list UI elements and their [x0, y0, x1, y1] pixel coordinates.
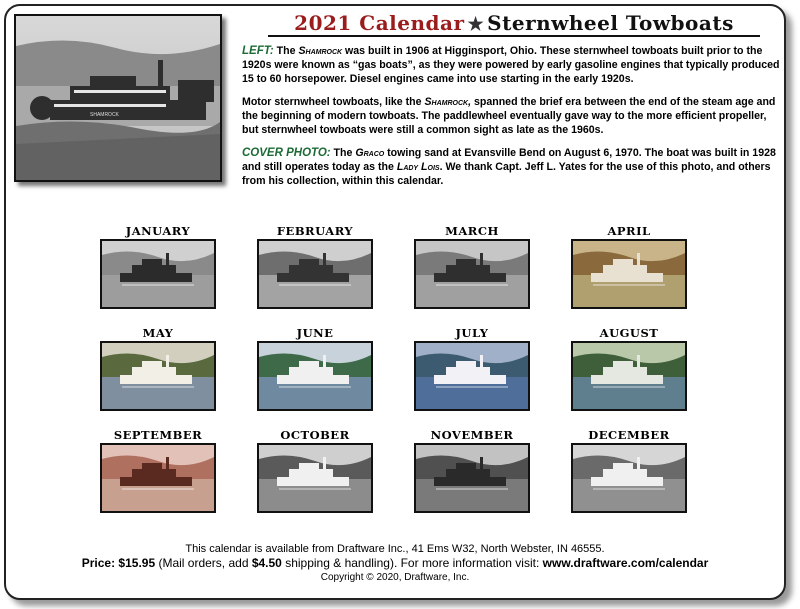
month-photo	[100, 341, 216, 411]
left-paragraph	[242, 44, 780, 86]
star-icon: ★	[467, 14, 485, 35]
month-label: JUNE	[296, 326, 334, 340]
month-label: JULY	[455, 326, 489, 340]
month-photo	[571, 239, 687, 309]
website-url[interactable]: www.draftware.com/calendar	[542, 556, 709, 570]
motor-boat: Shamrock,	[424, 96, 472, 108]
month-label: MARCH	[445, 224, 499, 238]
month-label: FEBRUARY	[276, 224, 354, 238]
month-label: JANUARY	[125, 224, 191, 238]
month-october	[257, 428, 373, 513]
calendar-card	[4, 4, 786, 600]
month-november	[414, 428, 530, 513]
month-february	[257, 224, 373, 309]
cover-lead: COVER PHOTO:	[242, 147, 331, 159]
month-photo	[571, 443, 687, 513]
cover-boat-2: Lady Lois	[396, 161, 440, 173]
cover-boat: Graco	[355, 147, 385, 159]
left-boat: Shamrock	[298, 45, 343, 57]
cover-text-2: towing sand at Evansville Bend on August 6, 1970. The boat was built in 1928 and still operates today as the	[242, 147, 776, 173]
left-text-1: The	[273, 45, 299, 57]
price: Price: $15.95	[81, 556, 156, 570]
month-label: APRIL	[607, 224, 651, 238]
availability-line: This calendar is available from Draftware Inc., 41 Ems W32, North Webster, IN 46555.	[185, 543, 605, 555]
month-august	[571, 326, 687, 411]
cover-paragraph	[242, 146, 780, 188]
shipping-price: $4.50	[251, 556, 282, 570]
month-april	[571, 224, 687, 309]
month-january	[100, 224, 216, 309]
month-december	[571, 428, 687, 513]
mail-text-2: shipping & handling). For more information visit:	[281, 556, 543, 570]
month-photo	[257, 443, 373, 513]
title-subject: Sternwheel Towboats	[487, 11, 734, 35]
price-line	[6, 556, 784, 571]
month-photo	[414, 239, 530, 309]
month-may	[100, 326, 216, 411]
copyright: Copyright © 2020, Draftware, Inc.	[320, 572, 470, 583]
month-photo	[257, 239, 373, 309]
motor-text-1: Motor sternwheel towboats, like the	[242, 96, 425, 108]
boat-name-label: SHAMROCK	[90, 112, 119, 118]
month-photo	[100, 239, 216, 309]
mail-text-1: (Mail orders, add	[155, 556, 252, 570]
month-photo	[100, 443, 216, 513]
title-underline	[268, 35, 760, 37]
month-september	[100, 428, 216, 513]
left-text-2: was built in 1906 at Higginsport, Ohio. These sternwheel towboats built prior to the 1920s were known as “gas boats”, as they were powered by early gasoline engines that typically produced 15 to 60 horsepower. Diesel engines came into use starting in the early 1920s.	[242, 45, 780, 85]
cover-text-1: The	[330, 147, 356, 159]
page-title	[264, 11, 764, 37]
month-photo	[414, 341, 530, 411]
month-label: DECEMBER	[588, 428, 670, 442]
description	[242, 44, 780, 197]
motor-text-2: spanned the brief era between the end of the steam age and the beginning of modern towboats. The paddlewheel eventually gave way to the more efficient propeller, but sternwheel towboats were still a common sight as late as the 1960s.	[242, 96, 776, 136]
left-lead: LEFT:	[242, 45, 274, 57]
month-label: OCTOBER	[280, 428, 350, 442]
month-june	[257, 326, 373, 411]
footer	[6, 542, 784, 584]
title-year: 2021 Calendar	[294, 11, 465, 35]
month-photo	[571, 341, 687, 411]
cover-photo	[14, 14, 222, 182]
month-march	[414, 224, 530, 309]
month-photo	[257, 341, 373, 411]
month-photo	[414, 443, 530, 513]
month-label: AUGUST	[599, 326, 659, 340]
motor-paragraph	[242, 95, 780, 137]
month-label: MAY	[142, 326, 174, 340]
month-label: NOVEMBER	[430, 428, 514, 442]
cover-text-3: . We thank Capt. Jeff L. Yates for the use of this photo, and others from his collection, within this calendar.	[242, 161, 771, 187]
month-label: SEPTEMBER	[113, 428, 203, 442]
month-july	[414, 326, 530, 411]
